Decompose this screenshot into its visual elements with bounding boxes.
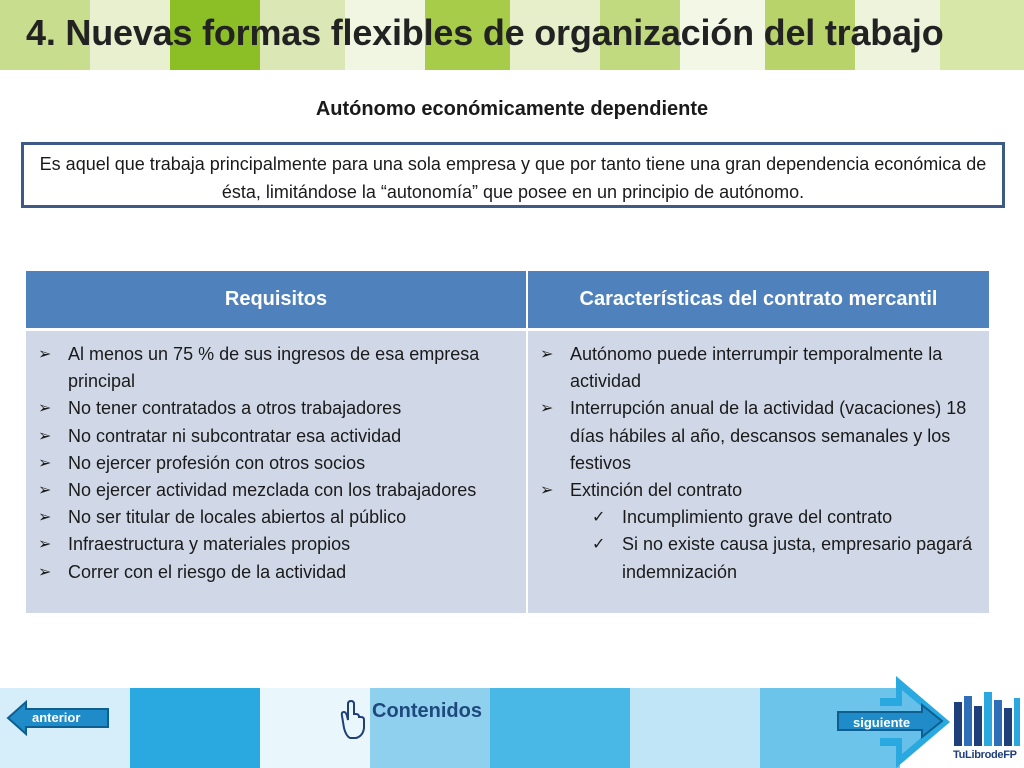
list-item: ➢ No ser titular de locales abiertos al público (38, 504, 514, 531)
list-item: ➢ Al menos un 75 % de sus ingresos de esa empresa principal (38, 341, 514, 395)
contents-label[interactable]: Contenidos (372, 700, 482, 722)
requisitos-cell (26, 331, 528, 613)
caracteristicas-cell (528, 331, 989, 613)
header-caracteristicas: Características del contrato mercantil (528, 271, 989, 328)
slide-subtitle: Autónomo económicamente dependiente (315, 98, 709, 120)
definition-text: Es aquel que trabaja principalmente para una sola empresa y que por tanto tiene una gran dependencia económica de ésta, limitándose la “autonomía” que posee en un principio de autónomo. (39, 154, 987, 202)
sub-list-item: ✓ Si no existe causa justa, empresario pagará indemnización (540, 531, 977, 585)
header-requisitos: Requisitos (26, 271, 528, 328)
comparison-table (26, 271, 989, 613)
list-item: ➢ Extinción del contrato (540, 477, 977, 504)
sub-list-item: ✓ Incumplimiento grave del contrato (540, 504, 977, 531)
arrow-bullet-icon: ➢ (38, 536, 52, 554)
arrow-bullet-icon: ➢ (38, 454, 52, 472)
arrow-bullet-icon: ➢ (38, 509, 52, 527)
slide-title: 4. Nuevas formas flexibles de organización del trabajo (26, 12, 944, 53)
arrow-bullet-icon: ➢ (540, 400, 554, 418)
arrow-bullet-icon: ➢ (540, 482, 554, 500)
arrow-bullet-icon: ➢ (38, 400, 52, 418)
arrow-bullet-icon: ➢ (38, 346, 52, 363)
arrow-bullet-icon: ➢ (38, 427, 52, 445)
checkmark-icon: ✓ (592, 536, 606, 554)
table-header-row (26, 271, 989, 328)
list-item: ➢ Interrupción anual de la actividad (vacaciones) 18 días hábiles al año, descansos semanales y los festivos (540, 395, 977, 477)
pointing-hand-icon (336, 698, 368, 740)
arrow-bullet-icon: ➢ (38, 563, 52, 581)
table-body-row (26, 328, 989, 613)
checkmark-icon: ✓ (592, 509, 606, 527)
next-label[interactable]: siguiente (853, 715, 911, 730)
arrow-bullet-icon: ➢ (38, 482, 52, 500)
list-item: ➢ Infraestructura y materiales propios (38, 531, 514, 558)
list-item: ➢ Correr con el riesgo de la actividad (38, 559, 514, 586)
list-item: ➢ No ejercer profesión con otros socios (38, 450, 514, 477)
list-item: ➢ Autónomo puede interrumpir temporalmente la actividad (540, 341, 977, 395)
previous-label[interactable]: anterior (32, 710, 81, 725)
list-item: ➢ No ejercer actividad mezclada con los trabajadores (38, 477, 514, 504)
list-item: ➢ No contratar ni subcontratar esa actividad (38, 423, 514, 450)
definition-box (21, 142, 1005, 208)
contents-link[interactable] (336, 698, 482, 740)
list-item: ➢ No tener contratados a otros trabajadores (38, 395, 514, 422)
arrow-bullet-icon: ➢ (540, 346, 554, 363)
logo-text: TuLibrodeFP (953, 749, 1017, 761)
